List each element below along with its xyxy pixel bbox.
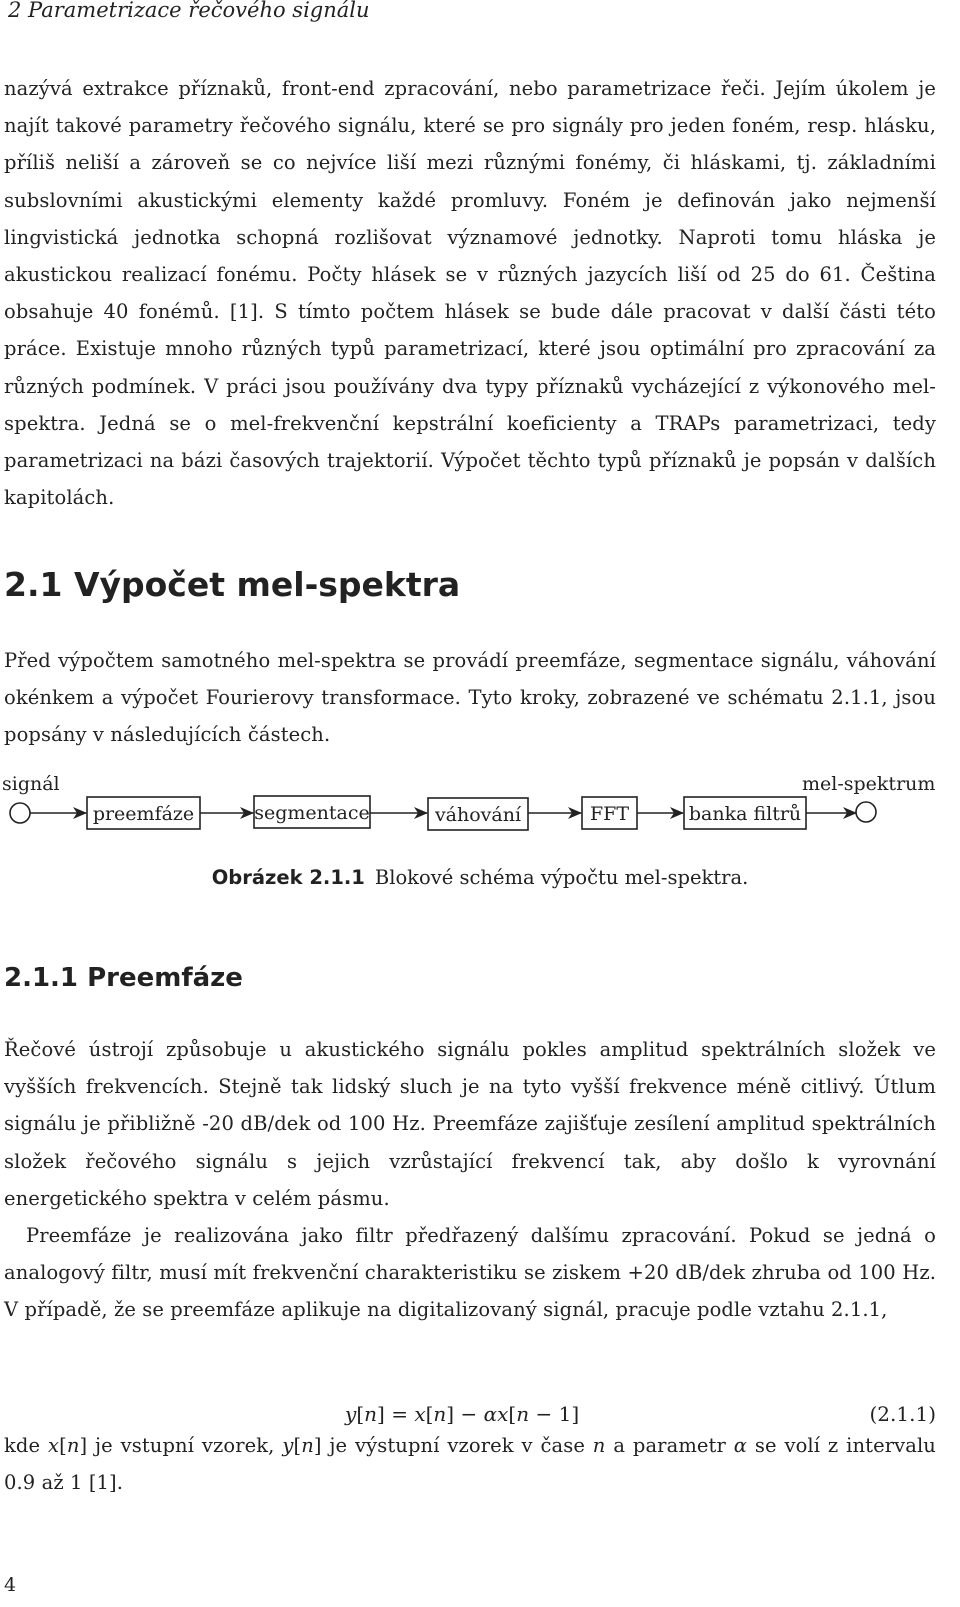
section-paragraph: Před výpočtem samotného mel-spektra se provádí preemfáze, segmentace signálu, váhování okénkem a výpočet Fourierovy transformace. Tyto kroky, zobrazené ve schématu 2.1.1, jsou popsány v následujících částech. (4, 649, 936, 747)
eq-var-alpha: α (483, 1402, 498, 1426)
block-label-filter-bank: banka filtrů (688, 803, 802, 825)
figure-caption-text: Blokové schéma výpočtu mel-spektra. (374, 866, 749, 889)
output-node (856, 802, 876, 822)
page-number: 4 (4, 1574, 17, 1596)
var-x: x (47, 1434, 60, 1457)
eq-minus: − (460, 1402, 478, 1426)
closing-paragraph: kde x[n] je vstupní vzorek, y[n] je výstupní vzorek v čase n a parametr α se volí z intervalu 0.9 až 1 [1]. (4, 1434, 936, 1495)
eq-var-n: n (516, 1402, 530, 1426)
subsection-paragraph-1: Řečové ústrojí způsobuje u akustického signálu pokles amplitud spektrálních složek ve vyšších frekvencích. Stejně tak lidský sluch je na tyto vyšší frekvence méně citlivý. Útlum signálu je přibližně -20 dB/dek od 100 Hz. Preemfáze zajišťuje zesílení amplitud spektrálních složek řečového signálu s jejich vzrůstající frekvencí tak, aby došlo k vyrovnání energetického spektra v celém pásmu. (4, 1038, 936, 1210)
var-alpha: α (733, 1434, 748, 1457)
closing-text: je vstupní vzorek, (95, 1434, 275, 1457)
eq-var-n: n (364, 1402, 378, 1426)
figure-caption (0, 866, 960, 889)
eq-equals: = (391, 1402, 408, 1426)
var-y: y (282, 1434, 294, 1457)
intro-paragraph: nazývá extrakce příznaků, front-end zpracování, nebo parametrizace řeči. Jejím úkolem je najít takové parametry řečového signálu, které se pro signály pro jeden foném, resp. hlásku, příliš neliší a zároveň se co nejvíce liší mezi různými fonémy, či hláskami, tj. základními subslovními akustickými elementy každé promluvy. Foném je definován jako nejmenší lingvistická jednotka schopná rozlišovat významové jednotky. Naproti tomu hláska je akustickou realizací fonému. Počty hlásek se v různých jazycích liší od 25 do 61. Čeština obsahuje 40 fonémů. [1]. S tímto počtem hlásek se bude dále pracovat v další části této práce. Existuje mnoho různých typů parametrizací, které jsou optimální pro zpracování za různých podmínek. V práci jsou používány dva typy příznaků vycházející z výkonového mel-spektra. Jedná se o mel-frekvenční kepstrální koeficienty a TRAPs parametrizaci, tedy parametrizaci na bázi časových trajektorií. Výpočet těchto typů příznaků je popsán v dalších kapitolách. (4, 77, 936, 510)
var-n: n (592, 1434, 606, 1457)
eq-var-x: x (414, 1402, 426, 1426)
eq-one: 1 (558, 1402, 572, 1426)
block-label-fft: FFT (589, 803, 630, 825)
input-node (10, 803, 30, 823)
running-header: 2 Parametrizace řečového signálu (8, 0, 370, 22)
figure-number: Obrázek 2.1.1 (211, 866, 365, 889)
section-heading: 2.1 Výpočet mel-spektra (4, 565, 461, 604)
eq-minus: − (535, 1402, 553, 1426)
closing-text: se volí z intervalu 0.9 až 1 [1]. (4, 1434, 936, 1495)
block-label-segmentation: segmentace (254, 802, 370, 824)
block-diagram (0, 764, 960, 844)
output-label: mel-spektrum (802, 773, 936, 795)
input-label: signál (2, 773, 60, 795)
var-n: n (66, 1434, 80, 1457)
block-label-windowing: váhování (434, 804, 522, 826)
equation-number: (2.1.1) (869, 1402, 936, 1426)
equation-body: y[n] = x[n] − αx[n − 1] (345, 1402, 580, 1426)
eq-var-y: y (345, 1402, 357, 1426)
closing-text: a parametr (613, 1434, 726, 1457)
closing-text: je výstupní vzorek v čase (329, 1434, 585, 1457)
block-label-preemphasis: preemfáze (92, 803, 195, 825)
var-n: n (301, 1434, 314, 1457)
closing-text: kde (4, 1434, 41, 1457)
subsection-paragraph-2 (4, 1217, 936, 1329)
eq-var-x: x (497, 1402, 509, 1426)
eq-var-n: n (433, 1402, 447, 1426)
subsection-paragraph-2-text: Preemfáze je realizována jako filtr předřazený dalšímu zpracování. Pokud se jedná o analogový filtr, musí mít frekvenční charakteristiku se ziskem +20 dB/dek zhruba od 100 Hz. V případě, že se preemfáze aplikuje na digitalizovaný signál, pracuje podle vztahu 2.1.1, (4, 1224, 936, 1322)
subsection-heading: 2.1.1 Preemfáze (4, 963, 243, 993)
